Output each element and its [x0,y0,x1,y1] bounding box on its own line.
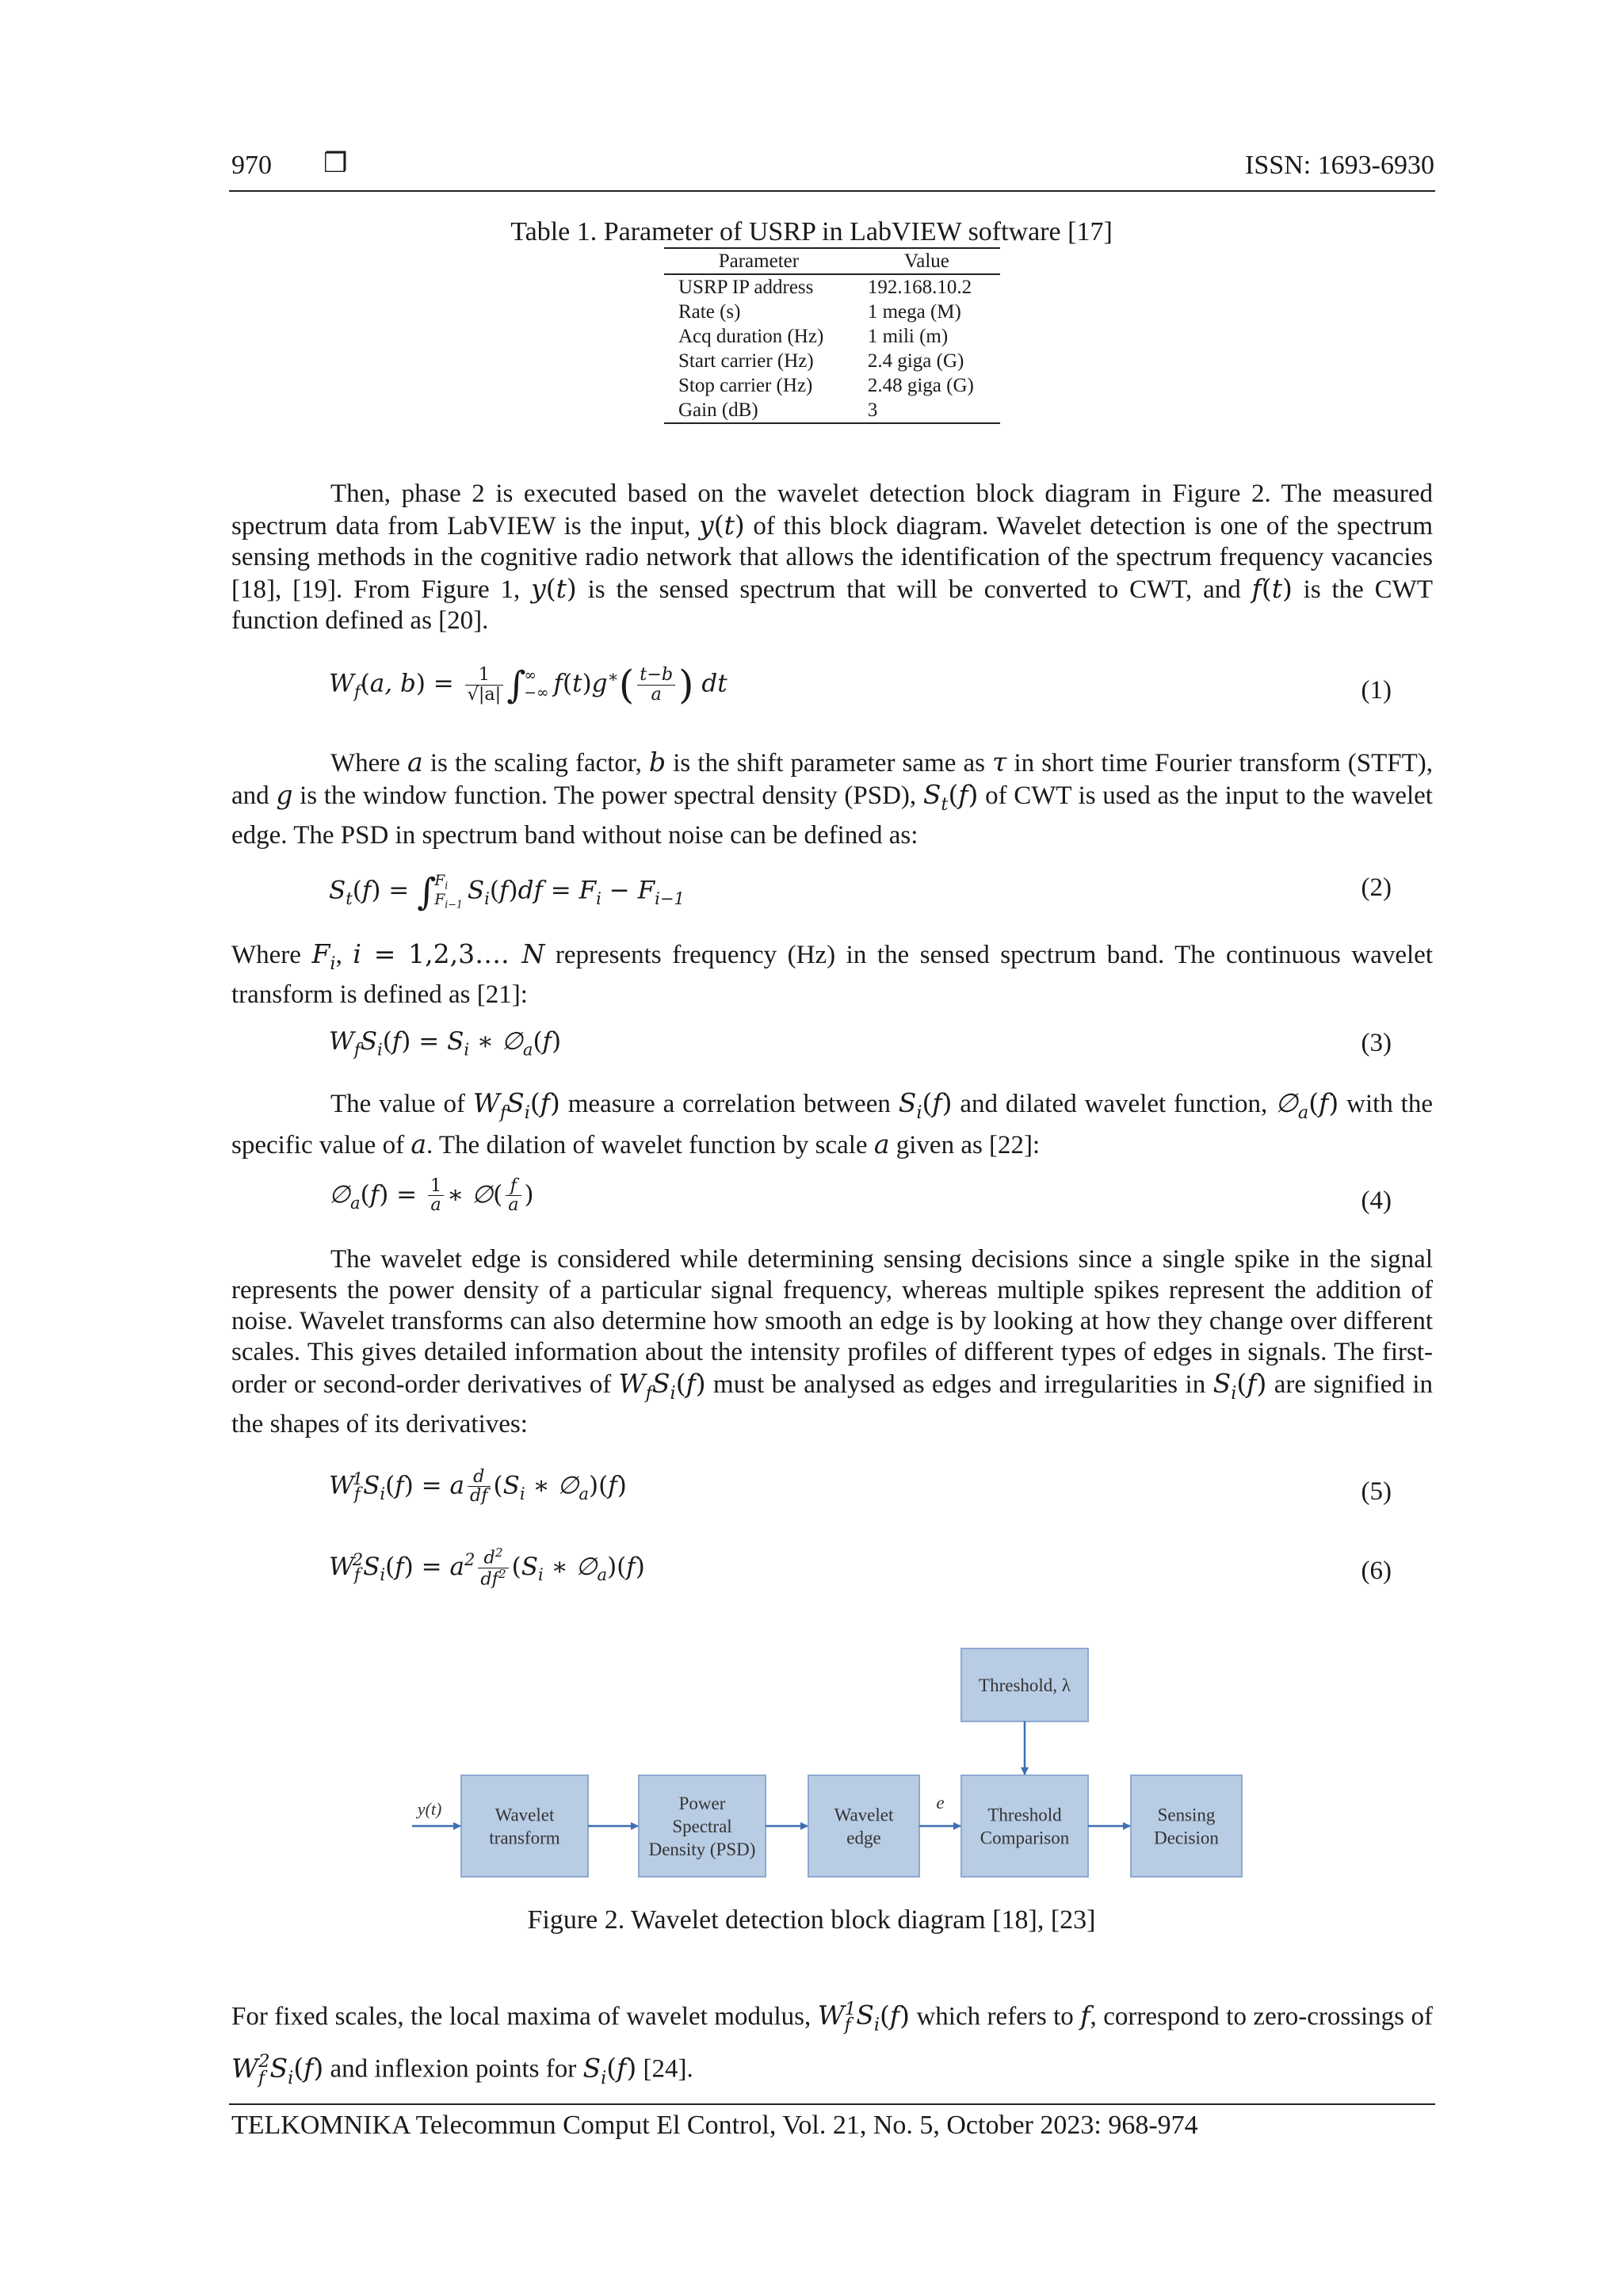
text: Where [231,941,312,969]
table-caption: Table 1. Parameter of USRP in LabVIEW software [17] [510,217,1113,246]
text: and dilated wavelet function, [952,1090,1276,1118]
text: and inflexion points for [323,2054,583,2084]
text: are signified in the shapes of its derivatives: [231,1370,1434,1438]
paragraph-6: For fixed scales, the local maxima of wavelet modulus, $W_f^1S_i(f)$ which refers to f, correspond to zero-crossings of $W_f^2S_i(f)$ and inflexion points for $S_i(f)$ [24]. [231,1999,1433,2088]
paragraph-5: The wavelet edge is considered while determining sensing decisions since a single spike in the signal represents the power density of a particular signal frequency, whereas multiple spikes represent the addition of noise. Wavelet transforms can also determine how smooth an edge is by looking at how they change over different scales. This gives detailed information about the intensity profiles of different types of edges in signals. The first-order or second-order derivatives of $W_fS_i(f)$ must be analysed as edges and irregularities in $S_i(f)$ are signified in the shapes of its derivatives: [231,1245,1434,1438]
equation-number: (6) [1361,1557,1392,1585]
equation-4: $\emptyset_a(f)$ = $\frac{1}{a}$ ∗ ∅( $\frac{f}{a}$ ) [329,1175,534,1216]
table-cell: 3 [854,398,1000,423]
equation-2: $S_t(f)$ = ∫ $F_i$ $F_{i-1}$ $S_i(f)df = F_i - F_{i-1}$ [329,870,685,913]
block-label: Comparison [980,1828,1070,1848]
text: in short time Fourier transform (STFT), and [231,749,1434,810]
block-label: Decision [1154,1828,1219,1848]
equation-6: $W_f^2S_i(f) = a^2$ $\frac{d^2}{df^2}$ ($S_i$ ∗ $\emptyset_a)(f)$ [329,1545,645,1590]
issn: ISSN: 1693-6930 [1245,151,1434,180]
text: represents frequency (Hz) in the sensed spectrum band. The continuous wavelet transform is defined as [21]: [231,941,1433,1009]
text: of this block diagram. Wavelet detection is one of the spectrum sensing methods in the cognitive radio network that allows the identification of the spectrum frequency vacancies [18], [19]. From Figure 1, [231,512,1433,604]
block-label: Spectral [672,1817,732,1836]
input-label: y(t) [417,1799,442,1819]
table-row [664,274,1000,300]
equation-5: $W_f^1S_i(f) = a$ $\frac{d}{df}$ ($S_i$ ∗ $\emptyset_a)(f)$ [329,1466,627,1507]
block-label: Wavelet [834,1805,894,1825]
diagram-block [1131,1775,1242,1877]
table-row [664,324,1000,349]
table-cell: Start carrier (Hz) [678,350,814,372]
text: of CWT is used as the input to the wavelet edge. The PSD in spectrum band without noise can be defined as: [231,781,1433,850]
wavelet-detection-block-diagram [412,1645,1276,1882]
table-row [664,398,1000,423]
paragraph-3: Where $F_i$, i = 1,2,3…. N represents frequency (Hz) in the sensed spectrum band. The continuous wavelet transform is defined as [21]: [231,938,1433,1009]
table-cell: 2.4 giga (G) [867,350,964,372]
text: For fixed scales, the local maxima of wavelet modulus, [231,2002,818,2031]
equation-3: $W_fS_i(f) = S_i$ ∗ $\emptyset_a(f)$ [329,1027,562,1060]
text: The wavelet edge is considered while determining sensing decisions since a single spike in the signal represents the power density of a particular signal frequency, whereas multiple spikes represent the addition of noise. Wavelet transforms can also determine how smooth an edge is by looking at how they change over different scales. This gives detailed information about the intensity profiles of different types of edges in signals. The first-order or second-order derivatives of [231,1245,1433,1399]
checkbox-symbol-icon: ❒ [323,147,348,179]
diagram-block [461,1775,588,1877]
footer-citation: TELKOMNIKA Telecommun Comput El Control, Vol. 21, No. 5, October 2023: 968-974 [231,2111,1198,2140]
text: Where [330,749,408,777]
block-label: Threshold [987,1805,1062,1825]
table-cell: 1 mega (M) [867,301,961,323]
block-label: Power [678,1794,726,1813]
paragraph-1: Then, phase 2 is executed based on the wavelet detection block diagram in Figure 2. The measured spectrum data from LabVIEW is the input, y(t) of this block diagram. Wavelet detection is one of the spectrum sensing methods in the cognitive radio network that allows the identification of the spectrum frequency vacancies [18], [19]. From Figure 1, y(t) is the sensed spectrum that will be converted to CWT, and f(t) is the CWT function defined as [20]. [231,479,1433,635]
table-cell: Acq duration (Hz) [678,326,824,347]
equation-1: $W_f(a$, b) = $\frac{1}{√|a|}$ ∫ ∞ −∞ f(t)g∗( $\frac{t-b}{a}$ ) dt [329,662,727,708]
column-header: Value [854,248,1000,274]
table-row [664,373,1000,398]
text: [24]. [636,2054,693,2084]
page-number: 970 [231,151,272,180]
table-cell: 2.48 giga (G) [867,375,974,396]
block-label: Density (PSD) [648,1839,756,1859]
table-cell: 1 mili (m) [867,326,949,347]
table-cell: Stop carrier (Hz) [678,375,813,396]
block-label: transform [489,1828,560,1848]
header-rule [229,190,1435,192]
equation-number: (3) [1361,1029,1392,1057]
equation-number: (5) [1361,1477,1392,1506]
footer-rule [229,2103,1435,2105]
table-row [664,349,1000,373]
block-label: edge [846,1828,881,1848]
paragraph-2: Where a is the scaling factor, b is the shift parameter same as τ in short time Fourier transform (STFT), and g is the window function. The power spectral density (PSD), $S_t(f)$ of CWT is used as the input to the wavelet edge. The PSD in spectrum band without noise can be defined as: [231,747,1434,850]
block-label: Wavelet [495,1805,555,1825]
figure-caption: Figure 2. Wavelet detection block diagram [18], [23] [527,1905,1096,1935]
text: which refers to [909,2002,1081,2031]
parameter-table [664,247,1000,424]
text: Then, phase 2 is executed based on the wavelet detection block diagram in Figure 2. The measured spectrum data from LabVIEW is the input, [231,479,1433,541]
block-label: Sensing [1157,1805,1216,1825]
table-cell: Gain (dB) [664,398,854,423]
text: given as [22]: [889,1130,1041,1159]
text: The value of [330,1090,473,1118]
equation-number: (4) [1361,1186,1392,1215]
threshold-label: Threshold, λ [979,1675,1071,1695]
text: is the CWT function defined as [20]. [231,575,1433,635]
paragraph-4: The value of $W_fS_i(f)$ measure a correlation between $S_i(f)$ and dilated wavelet function, $\emptyset_a(f)$ with the specific value of a. The dilation of wavelet function by scale a given as [22]: [231,1087,1433,1159]
text: is the shift parameter same as [666,749,993,777]
text: with the specific value of [231,1090,1433,1159]
column-header: Parameter [664,248,854,274]
text: is the scaling factor, [422,749,649,777]
text: . The dilation of wavelet function by scale [426,1130,874,1159]
text: , correspond to zero-crossings of [1090,2002,1433,2031]
table-cell: USRP IP address [678,277,814,298]
equation-number: (2) [1361,873,1392,902]
edge-label: e [936,1793,945,1813]
equation-number: (1) [1361,676,1392,705]
table-row [664,300,1000,324]
text: is the sensed spectrum that will be converted to CWT, and [576,575,1252,604]
table-cell: 192.168.10.2 [867,277,972,298]
diagram-block [961,1775,1088,1877]
text: is the window function. The power spectral density (PSD), [292,781,923,810]
table-cell: Rate (s) [678,301,741,323]
diagram-block [808,1775,919,1877]
text: measure a correlation between [559,1090,899,1118]
text: must be analysed as edges and irregularities in [705,1370,1213,1399]
